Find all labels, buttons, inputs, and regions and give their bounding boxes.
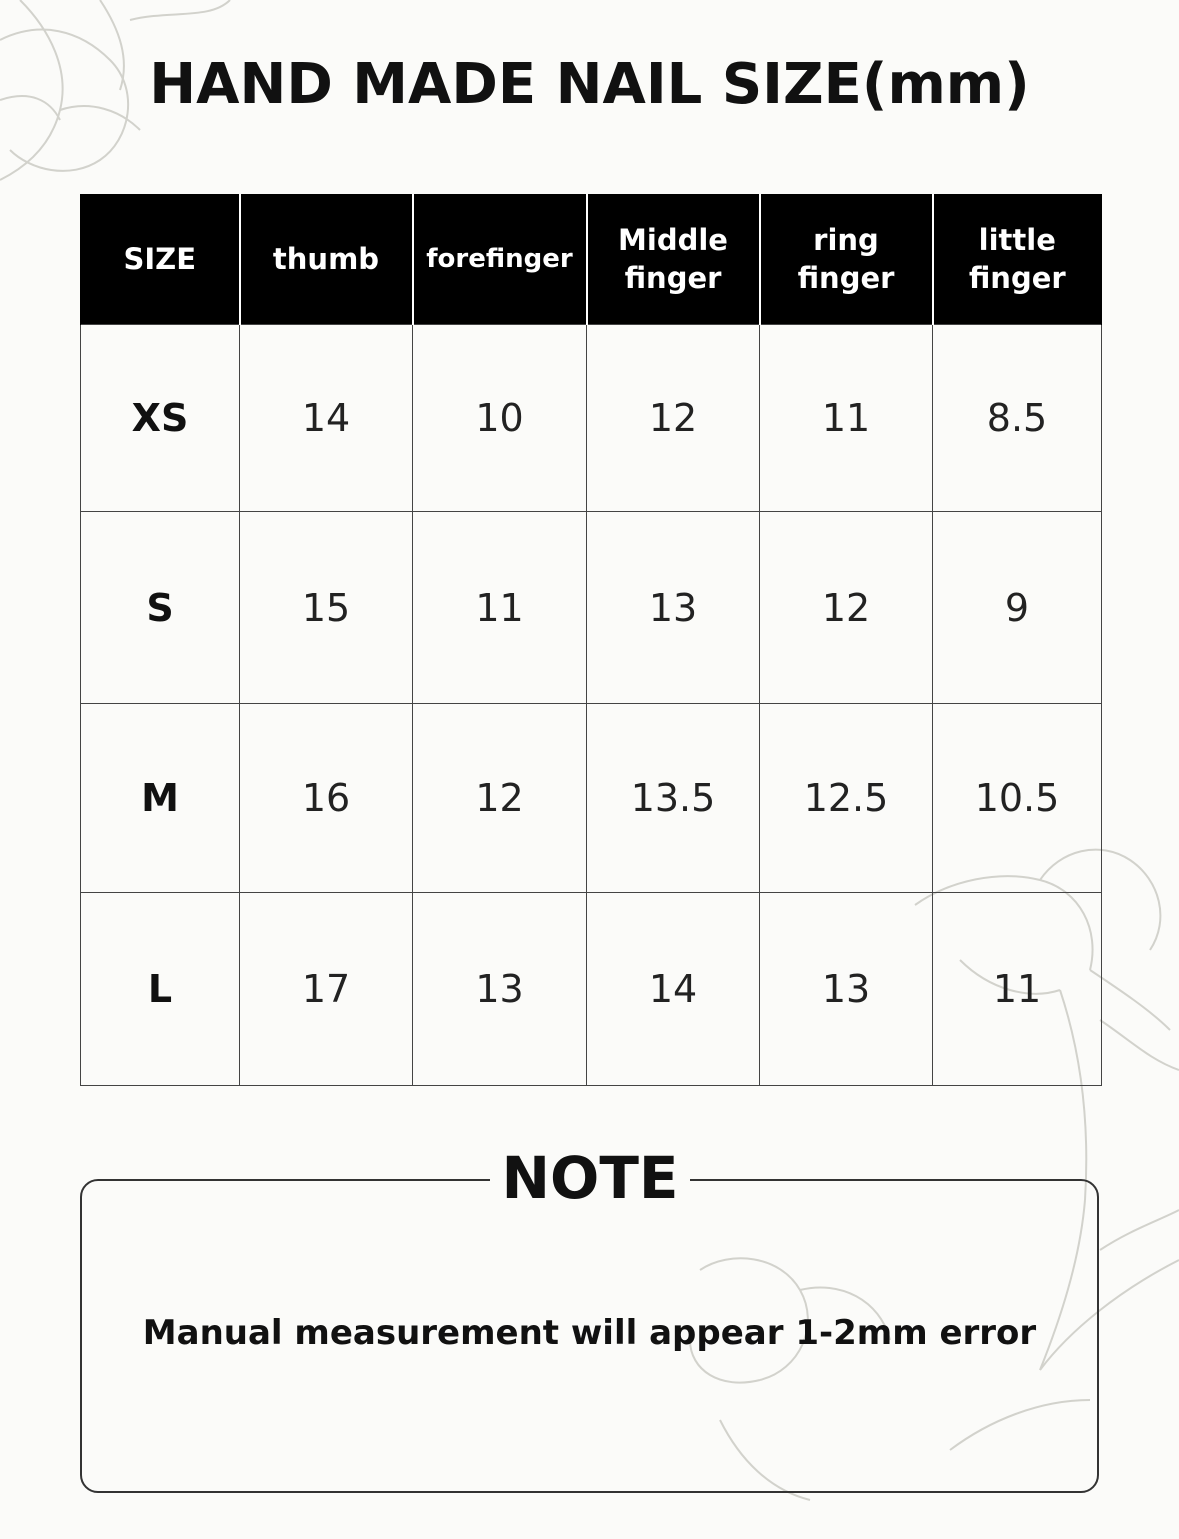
middle-finger-cell: 12 xyxy=(587,325,760,512)
header-middle-finger: Middle finger xyxy=(587,194,760,325)
thumb-cell: 16 xyxy=(240,704,413,893)
header-ring-finger: ring finger xyxy=(760,194,933,325)
ring-finger-cell: 12.5 xyxy=(760,704,933,893)
middle-finger-cell: 14 xyxy=(587,893,760,1086)
little-finger-cell: 11 xyxy=(933,893,1102,1086)
thumb-cell: 17 xyxy=(240,893,413,1086)
forefinger-cell: 10 xyxy=(413,325,587,512)
thumb-cell: 15 xyxy=(240,512,413,704)
page-title: HAND MADE NAIL SIZE(mm) xyxy=(149,52,1030,117)
little-finger-cell: 8.5 xyxy=(933,325,1102,512)
table-row xyxy=(81,512,1102,704)
size-cell: L xyxy=(81,893,240,1086)
header-size: SIZE xyxy=(81,194,240,325)
size-cell: XS xyxy=(81,325,240,512)
table-row xyxy=(81,704,1102,893)
table-header-row xyxy=(81,194,1102,325)
table-row xyxy=(81,893,1102,1086)
middle-finger-cell: 13 xyxy=(587,512,760,704)
forefinger-cell: 12 xyxy=(413,704,587,893)
table-row xyxy=(81,325,1102,512)
forefinger-cell: 13 xyxy=(413,893,587,1086)
note-text: Manual measurement will appear 1-2mm error xyxy=(142,1313,1037,1353)
forefinger-cell: 11 xyxy=(413,512,587,704)
size-cell: M xyxy=(81,704,240,893)
header-forefinger: forefinger xyxy=(413,194,587,325)
little-finger-cell: 9 xyxy=(933,512,1102,704)
header-little-finger: little finger xyxy=(933,194,1102,325)
size-chart-table xyxy=(80,194,1102,1086)
header-thumb: thumb xyxy=(240,194,413,325)
ring-finger-cell: 12 xyxy=(760,512,933,704)
thumb-cell: 14 xyxy=(240,325,413,512)
ring-finger-cell: 11 xyxy=(760,325,933,512)
ring-finger-cell: 13 xyxy=(760,893,933,1086)
little-finger-cell: 10.5 xyxy=(933,704,1102,893)
size-cell: S xyxy=(81,512,240,704)
note-title: NOTE xyxy=(490,1145,690,1211)
middle-finger-cell: 13.5 xyxy=(587,704,760,893)
